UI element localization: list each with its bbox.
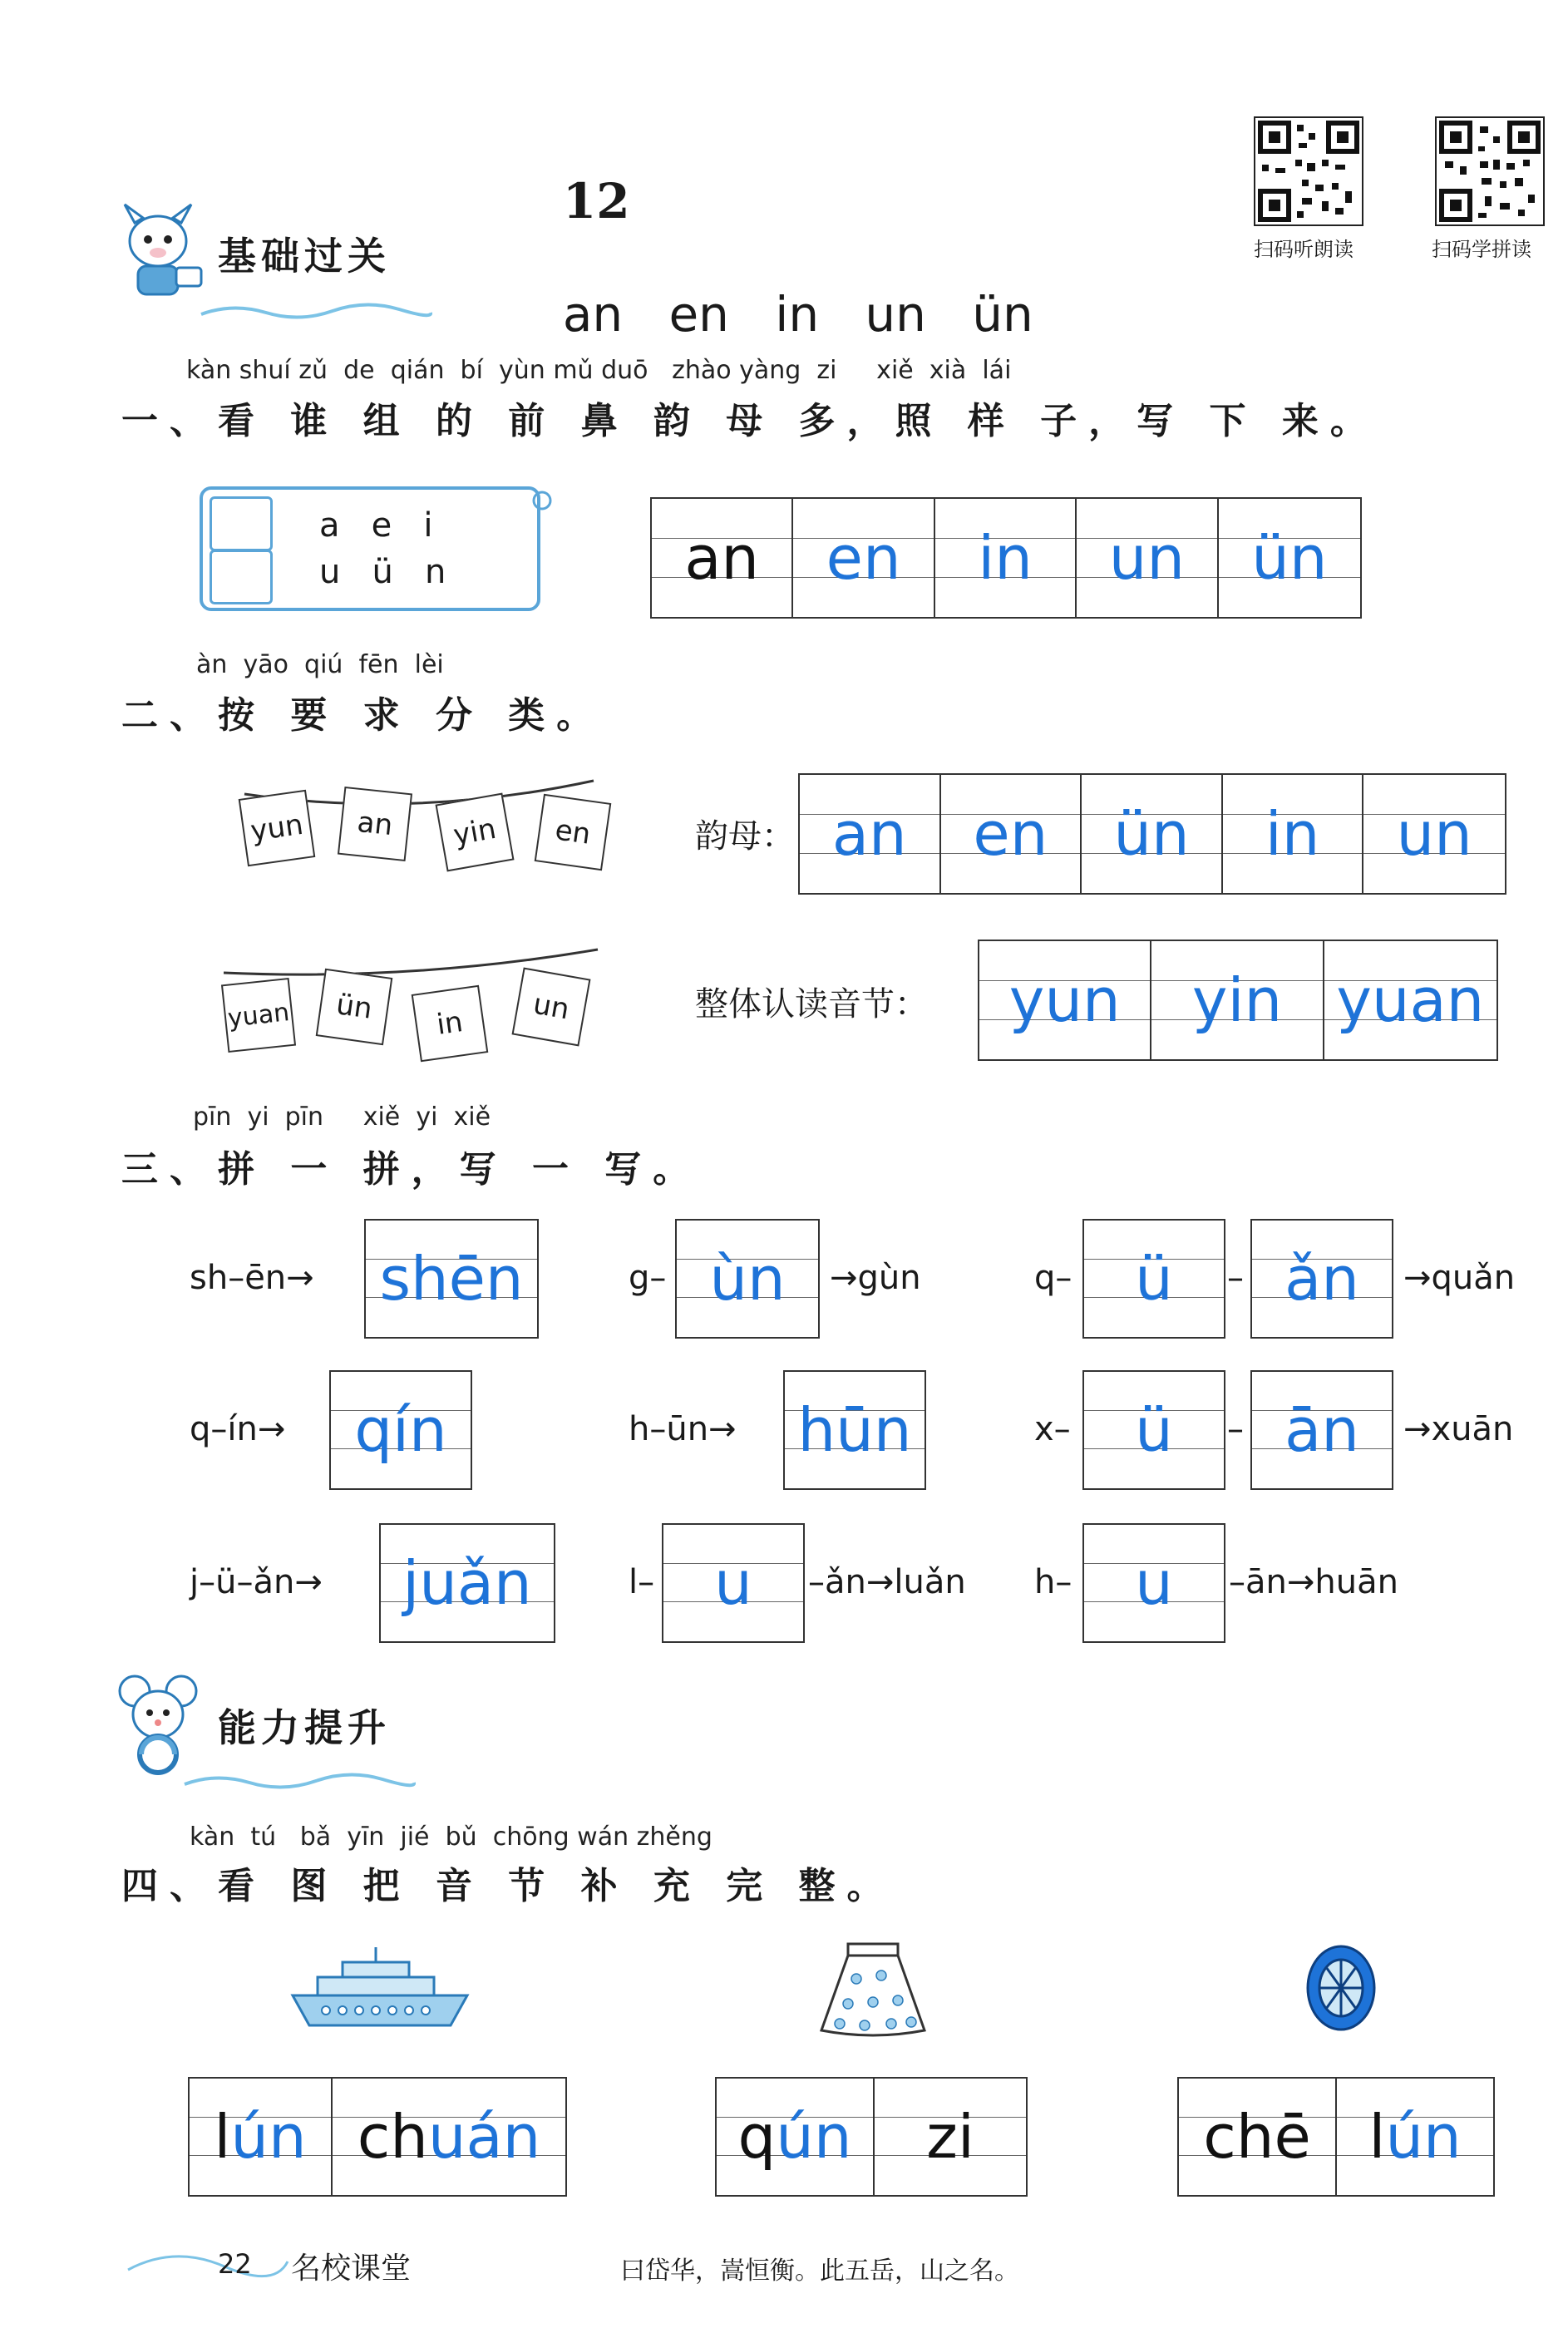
q4-word-grid <box>188 2077 567 2197</box>
q1-answer: en <box>826 523 901 593</box>
pinyin-card: yun <box>239 790 316 867</box>
page-number: 22 <box>218 2248 252 2280</box>
lesson-title: an en in un ün <box>562 286 1033 343</box>
q3-suffix: →gùn <box>830 1259 921 1297</box>
pinyin-card: an <box>338 787 412 861</box>
q2-instruction: 二、按 要 求 分 类。 <box>121 694 605 737</box>
section-basic-header <box>116 200 391 308</box>
finals-label: 韵母： <box>695 817 795 856</box>
q1-cell[interactable] <box>935 499 1077 617</box>
q1-answer: ün <box>1251 523 1328 593</box>
q3-answer: ü <box>1135 1395 1173 1465</box>
q3-cell[interactable] <box>1252 1372 1392 1488</box>
q1-instruction: 一、看 谁 组 的 前 鼻 韵 母 多，照 样 子，写 下 来。 <box>121 400 1378 442</box>
q3-answer: ü <box>1135 1244 1173 1314</box>
q3-cell[interactable] <box>1084 1372 1224 1488</box>
q3-cell[interactable] <box>366 1221 537 1337</box>
q3-grid <box>1082 1370 1225 1490</box>
wheel-icon <box>1304 1942 1378 2034</box>
board-row-1: a e i <box>319 506 433 545</box>
q4-word-grid <box>1177 2077 1495 2197</box>
skirt-icon <box>815 1937 931 2045</box>
q1-answer-grid <box>650 497 1362 619</box>
q3-prompt: l– <box>629 1563 655 1601</box>
q4-given: q <box>737 2102 777 2172</box>
q3-cell[interactable] <box>1084 1525 1224 1641</box>
q3-answer: ùn <box>709 1244 786 1314</box>
q4-given: zi <box>926 2102 974 2172</box>
q1-cell[interactable] <box>1219 499 1360 617</box>
sun-icon <box>524 482 560 519</box>
q3-prompt: j–ü–ǎn→ <box>190 1563 323 1601</box>
section-advanced-title: 能力提升 <box>218 1705 391 1750</box>
section-advanced-header <box>116 1671 391 1779</box>
vowel-board <box>200 486 540 611</box>
finals-answer: un <box>1396 799 1472 869</box>
q3-answer: ān <box>1284 1395 1359 1465</box>
q1-answer: in <box>978 523 1033 593</box>
q3-answer: u <box>714 1548 752 1618</box>
q3-cell[interactable] <box>1084 1221 1224 1337</box>
q3-suffix: →quǎn <box>1403 1259 1516 1297</box>
q4-cell[interactable] <box>717 2079 875 2195</box>
syllables-answer: yuan <box>1336 965 1485 1035</box>
q4-cell[interactable] <box>190 2079 333 2195</box>
section-underline-wave <box>200 299 432 324</box>
finals-grid <box>798 773 1506 895</box>
q3-grid <box>662 1523 805 1643</box>
q3-suffix: –ān→huān <box>1229 1563 1398 1601</box>
pinyin-card: yuan <box>221 978 296 1053</box>
q3-grid <box>379 1523 555 1643</box>
q3-prompt: x– <box>1034 1410 1071 1448</box>
qr-label-learn: 扫码学拼读 <box>1432 238 1531 261</box>
syllables-cell[interactable] <box>979 941 1151 1059</box>
syllables-label: 整体认读音节： <box>695 985 928 1023</box>
q2-pinyin: àn yāo qiú fēn lèi <box>196 650 444 679</box>
finals-answer: an <box>831 799 907 869</box>
q4-pinyin: kàn tú bǎ yīn jié bǔ chōng wán zhěng <box>190 1823 713 1852</box>
q3-grid <box>1082 1219 1225 1339</box>
q4-cell[interactable] <box>875 2079 1026 2195</box>
section-basic-title: 基础过关 <box>218 234 391 279</box>
q4-given: ch <box>357 2102 428 2172</box>
pinyin-card: yin <box>436 793 515 872</box>
footer-swirl-decoration <box>125 2237 291 2286</box>
q3-grid <box>675 1219 820 1339</box>
finals-cell[interactable] <box>1363 775 1505 893</box>
lesson-number: 12 <box>562 173 630 229</box>
board-row-2: u ü n <box>319 553 446 591</box>
q4-answer: uán <box>427 2102 541 2172</box>
q3-answer: qín <box>354 1395 447 1465</box>
q3-cell[interactable] <box>1252 1221 1392 1337</box>
pinyin-card: in <box>412 985 489 1063</box>
q4-given: l <box>214 2102 231 2172</box>
q3-prompt: g– <box>629 1259 667 1297</box>
q3-instruction: 三、拼 一 拼，写 一 写。 <box>121 1148 702 1191</box>
q3-cell[interactable] <box>381 1525 554 1641</box>
q3-suffix: –ǎn→luǎn <box>808 1563 966 1601</box>
q3-grid <box>329 1370 472 1490</box>
q3-grid <box>1250 1370 1393 1490</box>
q4-cell[interactable] <box>1337 2079 1493 2195</box>
goat-mascot-icon <box>116 200 208 308</box>
q3-prompt: h–ūn→ <box>629 1410 737 1448</box>
pinyin-card: un <box>512 968 591 1047</box>
q4-answer: ún <box>776 2102 852 2172</box>
syllables-answer: yin <box>1191 965 1283 1035</box>
qr-code-learn[interactable] <box>1435 116 1545 226</box>
q3-answer: juǎn <box>402 1548 532 1618</box>
q1-answer: un <box>1108 523 1186 593</box>
q3-answer: shēn <box>379 1244 524 1314</box>
board-window-lower <box>210 550 273 604</box>
q3-grid <box>1250 1219 1393 1339</box>
q3-cell[interactable] <box>331 1372 471 1488</box>
syllables-grid <box>978 940 1498 1061</box>
q3-answer: hūn <box>797 1395 912 1465</box>
finals-cell[interactable] <box>1082 775 1223 893</box>
board-window <box>210 496 273 551</box>
q3-dash: – <box>1227 1410 1244 1448</box>
q1-cell[interactable] <box>793 499 934 617</box>
pinyin-card: ün <box>316 969 393 1046</box>
section-underline-wave <box>183 1769 416 1794</box>
q4-given: chē <box>1203 2102 1311 2172</box>
q4-cell[interactable] <box>333 2079 565 2195</box>
finals-cell[interactable] <box>941 775 1082 893</box>
q3-cell[interactable] <box>663 1525 803 1641</box>
finals-answer: ün <box>1113 799 1190 869</box>
q3-prompt: h– <box>1034 1563 1072 1601</box>
finals-cell[interactable] <box>1223 775 1364 893</box>
q3-prompt: q–ín→ <box>190 1410 286 1448</box>
q1-cell[interactable] <box>1077 499 1218 617</box>
qr-label-listen: 扫码听朗读 <box>1254 238 1354 261</box>
q4-given: l <box>1368 2102 1386 2172</box>
brand-name: 名校课堂 <box>291 2252 412 2286</box>
syllables-cell[interactable] <box>1324 941 1497 1059</box>
syllables-cell[interactable] <box>1151 941 1324 1059</box>
q4-word-grid <box>715 2077 1028 2197</box>
q3-grid <box>1082 1523 1225 1643</box>
q4-answer: ún <box>230 2102 307 2172</box>
qr-code-listen[interactable] <box>1254 116 1363 226</box>
q3-cell[interactable] <box>785 1372 925 1488</box>
q3-prompt: q– <box>1034 1259 1072 1297</box>
q4-answer: ún <box>1385 2102 1462 2172</box>
finals-cell[interactable] <box>800 775 941 893</box>
q3-grid <box>783 1370 926 1490</box>
q3-suffix: →xuān <box>1403 1410 1514 1448</box>
ship-icon <box>284 1946 476 2037</box>
q3-answer: u <box>1135 1548 1173 1618</box>
q1-pinyin: kàn shuí zǔ de qián bí yùn mǔ duō zhào yàng zi xiě xià lái <box>186 356 1012 385</box>
mouse-mascot-icon <box>116 1671 208 1779</box>
q3-dash: – <box>1227 1259 1244 1297</box>
q3-cell[interactable] <box>677 1221 818 1337</box>
q4-cell[interactable] <box>1179 2079 1337 2195</box>
syllables-answer: yun <box>1008 965 1121 1035</box>
lesson-title-row <box>532 116 1033 343</box>
q3-pinyin: pīn yi pīn xiě yi xiě <box>193 1102 491 1132</box>
q1-example: an <box>684 523 760 593</box>
finals-answer: en <box>973 799 1048 869</box>
pinyin-card: en <box>535 794 612 871</box>
footer-verse: 曰岱华，嵩恒衡。此五岳，山之名。 <box>620 2257 1019 2286</box>
q3-grid <box>364 1219 539 1339</box>
q3-prompt: sh–ēn→ <box>190 1259 314 1297</box>
q3-answer: ǎn <box>1284 1244 1359 1314</box>
q1-cell <box>652 499 793 617</box>
q4-instruction: 四、看 图 把 音 节 补 充 完 整。 <box>121 1865 895 1907</box>
finals-answer: in <box>1265 799 1320 869</box>
